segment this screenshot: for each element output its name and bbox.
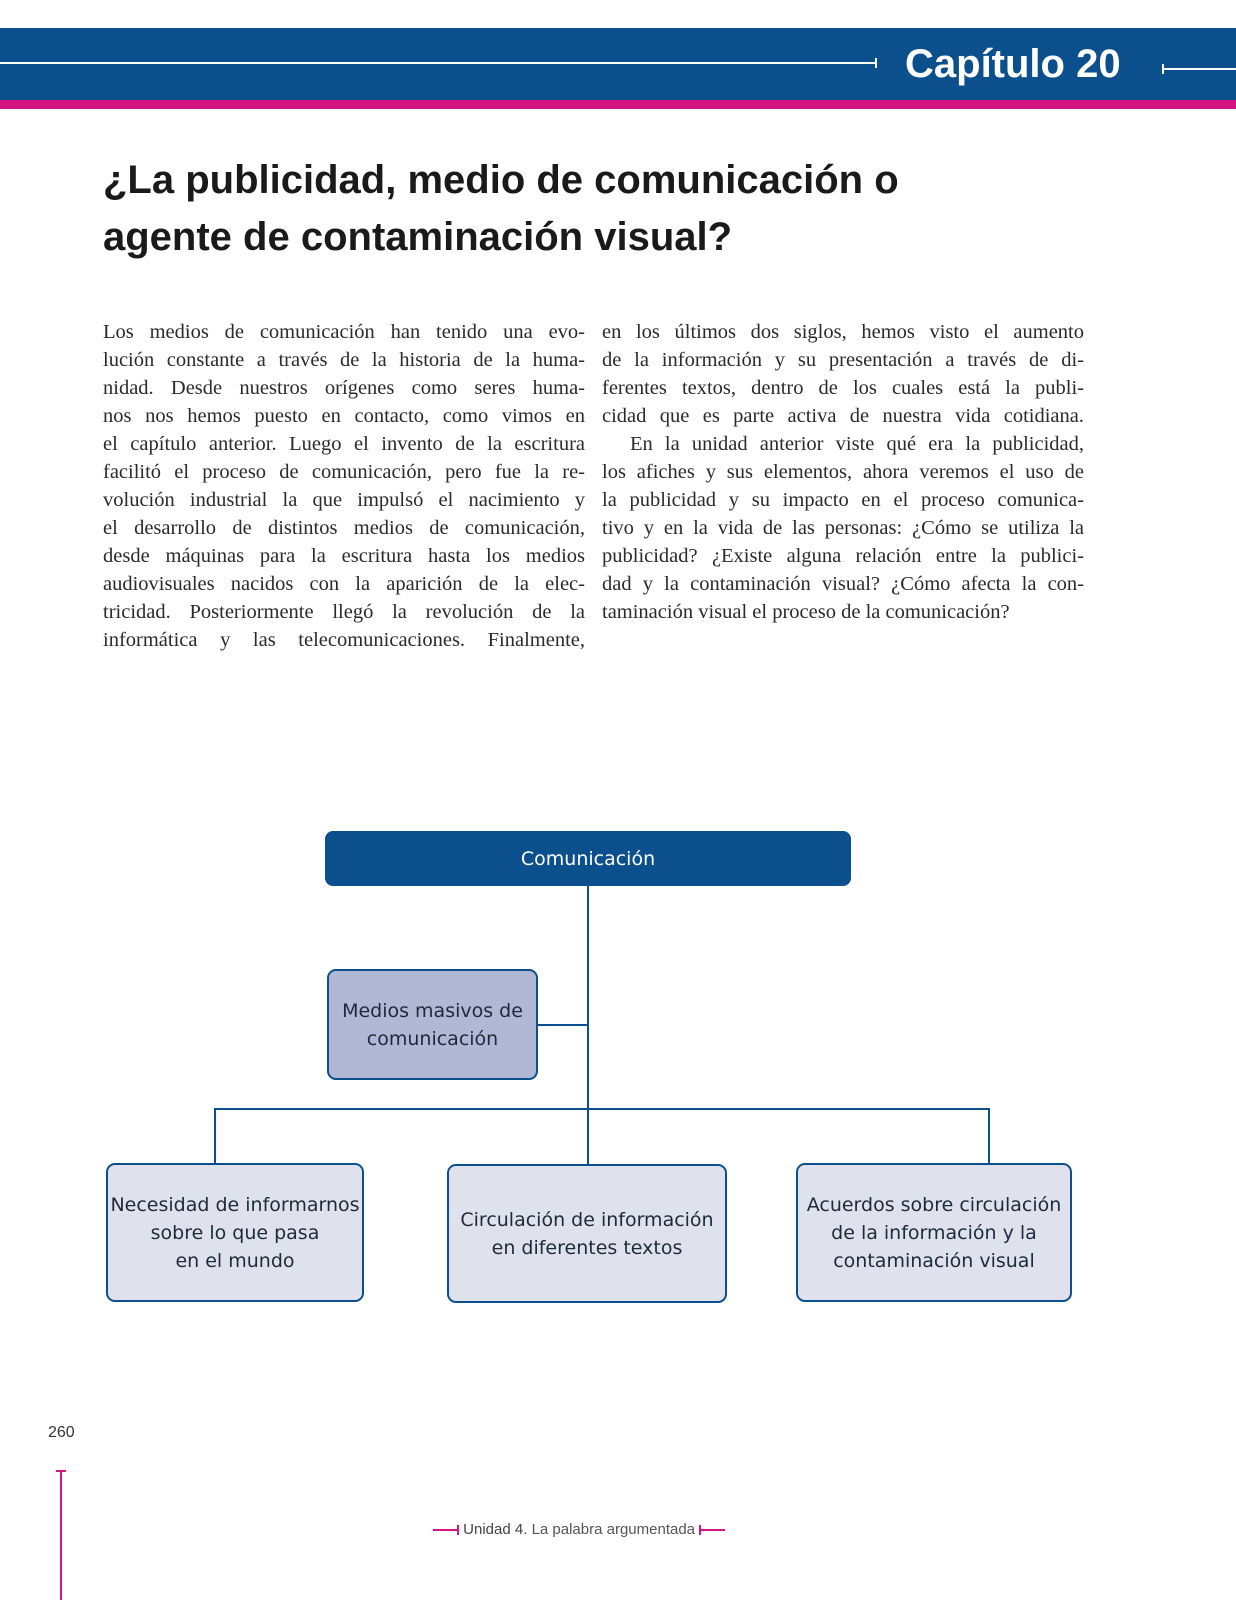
diagram-leaf-line: Acuerdos sobre circulación (806, 1193, 1062, 1216)
diagram-root-node (325, 831, 851, 886)
body-column-left (103, 318, 585, 654)
title-line-2: agente de contaminación visual? (103, 215, 733, 259)
body-line: En la unidad anterior viste qué era la publicidad, (630, 433, 1084, 455)
body-line: desde máquinas para la escritura hasta los medios (103, 545, 585, 567)
diagram-leaf-line: en el mundo (175, 1249, 295, 1272)
body-line: cidad que es parte activa de nuestra vida cotidiana. (602, 405, 1084, 427)
footer-dash-right (699, 1529, 725, 1531)
body-line: de la información y su presentación a través de di- (602, 349, 1084, 371)
body-line: informática y las telecomunicaciones. Finalmente, (103, 629, 585, 651)
chapter-label: Capítulo 20 (905, 42, 1121, 86)
connector-right-drop (988, 1108, 990, 1164)
footer-dash-left (433, 1529, 459, 1531)
connector-left-drop (214, 1108, 216, 1164)
connector-branch (214, 1108, 990, 1110)
header-rule-left (0, 62, 876, 64)
header-rule-right (1162, 68, 1236, 70)
diagram-leaf-line: sobre lo que pasa (150, 1221, 320, 1244)
body-column-right (602, 318, 1084, 626)
running-footer (433, 1519, 725, 1541)
body-line: lución constante a través de la historia de la huma- (103, 349, 585, 371)
page-number: 260 (48, 1424, 75, 1441)
body-line: volución industrial la que impulsó el nacimiento y (103, 489, 585, 511)
diagram-leaf-node-3 (796, 1163, 1072, 1302)
diagram-leaf-node-1 (106, 1163, 364, 1302)
connector-middle (538, 1024, 588, 1026)
body-line: tivo y en la vida de las personas: ¿Cómo se utiliza la (602, 517, 1084, 539)
diagram-leaf-line: en diferentes textos (491, 1236, 683, 1259)
diagram-leaf-node-2 (447, 1164, 727, 1303)
body-line: Los medios de comunicación han tenido una evo- (103, 321, 585, 343)
footer-unit: Unidad 4. (463, 1521, 528, 1538)
body-line: tricidad. Posteriormente llegó la revolución de la (103, 601, 585, 623)
body-line: el desarrollo de distintos medios de comunicación, (103, 517, 585, 539)
header-rule-tick-right (1162, 64, 1164, 74)
body-line: facilitó el proceso de comunicación, pero fue la re- (103, 461, 585, 483)
header-accent-stripe (0, 100, 1236, 109)
diagram-root-label: Comunicación (520, 847, 656, 870)
body-line: taminación visual el proceso de la comunicación? (602, 601, 1010, 623)
page-margin-bar (60, 1470, 62, 1600)
diagram-leaf-line: Necesidad de informarnos (110, 1193, 360, 1216)
body-line: los afiches y sus elementos, ahora veremos el uso de (602, 461, 1084, 483)
body-line: la publicidad y su impacto en el proceso comunica- (602, 489, 1084, 511)
body-line: dad y la contaminación visual? ¿Cómo afecta la con- (602, 573, 1084, 595)
diagram-leaf-line: contaminación visual (833, 1249, 1035, 1272)
body-line: nos nos hemos puesto en contacto, como vimos en (103, 405, 585, 427)
body-line: publicidad? ¿Existe alguna relación entre la publici- (602, 545, 1084, 567)
diagram-leaf-line: Circulación de información (460, 1208, 714, 1231)
body-line: el capítulo anterior. Luego el invento de la escritura (103, 433, 585, 455)
header-rule-tick-left (875, 58, 877, 68)
body-line: en los últimos dos siglos, hemos visto el aumento (602, 321, 1084, 343)
page-title (103, 152, 1103, 266)
body-line: nidad. Desde nuestros orígenes como seres huma- (103, 377, 585, 399)
diagram-middle-node (327, 969, 538, 1080)
body-line: ferentes textos, dentro de los cuales está la publi- (602, 377, 1084, 399)
title-line-1: ¿La publicidad, medio de comunicación o (103, 158, 899, 202)
diagram-middle-line: comunicación (366, 1027, 499, 1050)
diagram-leaf-line: de la información y la (831, 1221, 1037, 1244)
body-line: audiovisuales nacidos con la aparición de la elec- (103, 573, 585, 595)
diagram-middle-line: Medios masivos de (342, 999, 523, 1022)
footer-unit-title: La palabra argumentada (531, 1521, 696, 1538)
